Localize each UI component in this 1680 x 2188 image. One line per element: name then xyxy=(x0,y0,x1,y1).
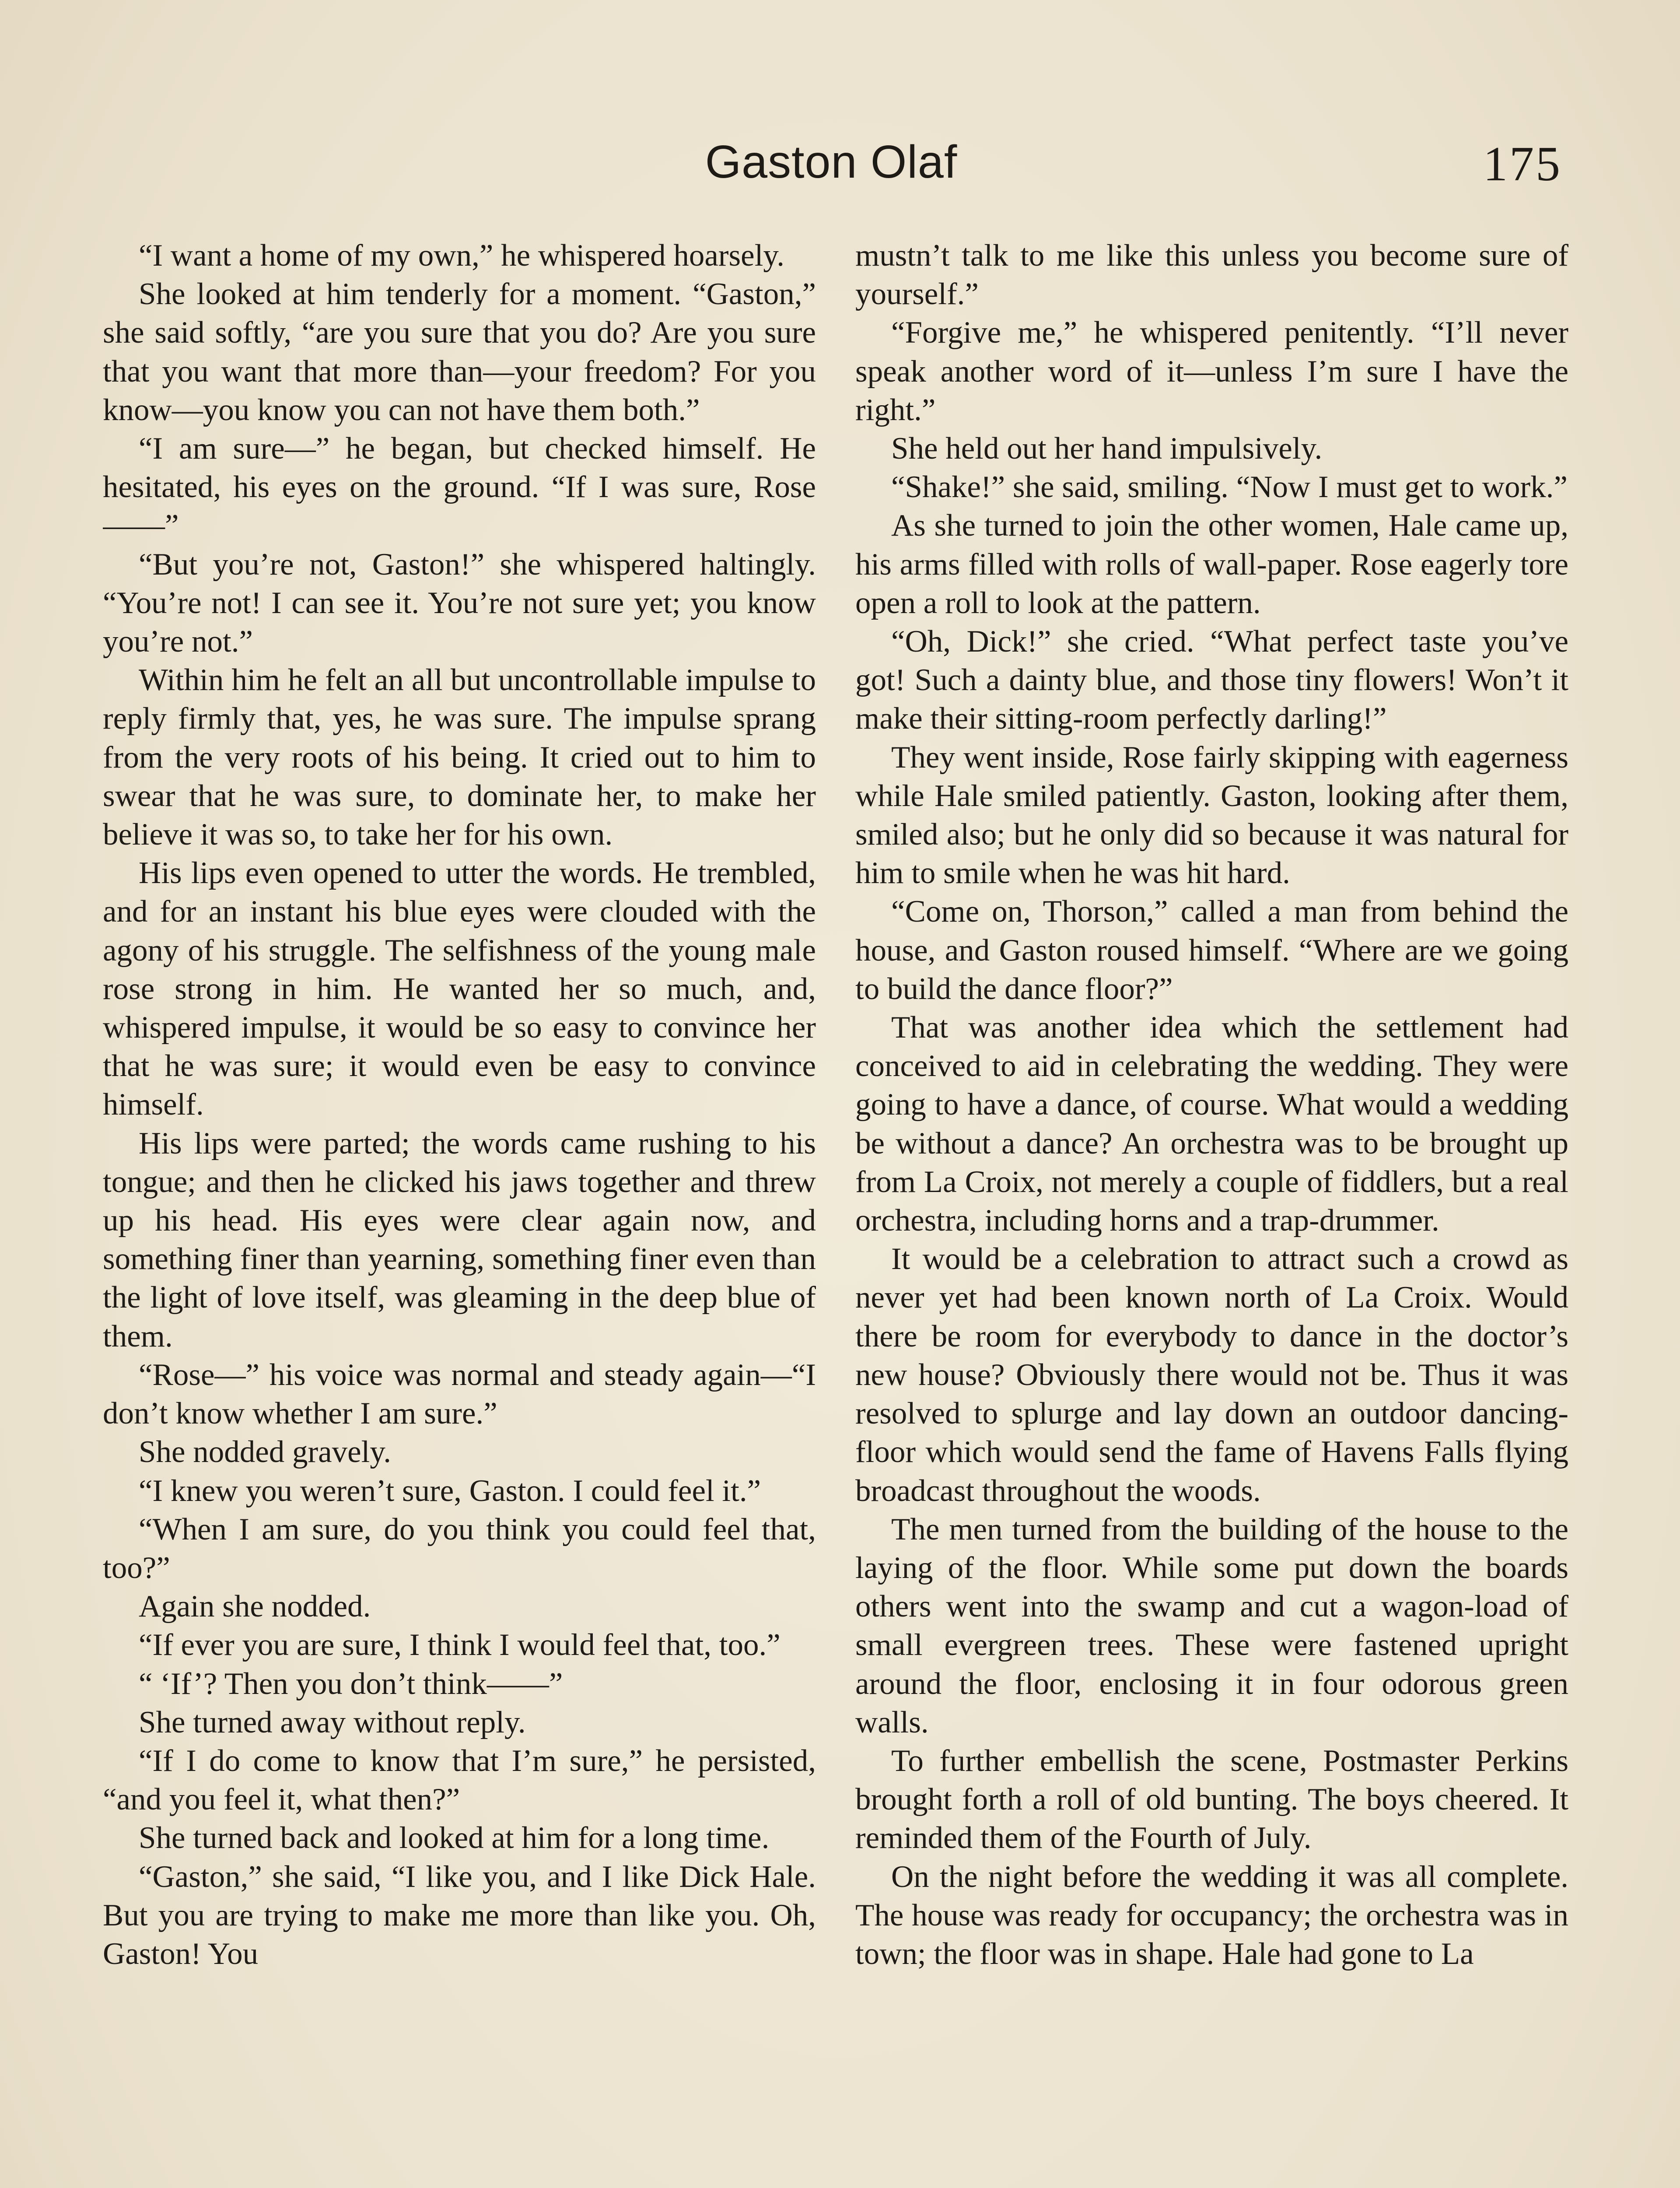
paragraph: She turned back and looked at him for a long time. xyxy=(139,1821,770,1855)
paragraph: “Rose—” his voice was normal and steady again—“I don’t know whether I am sure.” xyxy=(103,1357,816,1431)
paragraph: She held out her hand impulsively. xyxy=(891,431,1323,466)
paragraph: “Gaston,” she said, “I like you, and I like Dick Hale. But you are trying to make me more than like you. Oh, Gaston! You xyxy=(103,1859,816,1971)
paragraph: As she turned to join the other women, Hale came up, his arms filled with rolls of wall-paper. Rose eagerly tore open a roll to look at the pattern. xyxy=(855,508,1568,620)
left-column xyxy=(103,236,816,2188)
page-number: 175 xyxy=(1483,137,1562,191)
paragraph: On the night before the wedding it was all complete. The house was ready for occupancy; the orchestra was in town; the floor was in shape. Hale had gone to La xyxy=(855,1859,1568,1971)
paragraph: “Shake!” she said, smiling. “Now I must get to work.” xyxy=(891,470,1568,505)
paragraph: mustn’t talk to me like this unless you become sure of yourself.” xyxy=(855,238,1568,312)
paragraph: She turned away without reply. xyxy=(139,1705,526,1739)
paragraph: “Oh, Dick!” she cried. “What perfect taste you’ve got! Such a dainty blue, and those tiny flowers! Won’t it make their sitting-room perfectly darling!” xyxy=(855,624,1568,736)
right-column xyxy=(855,236,1568,2188)
paragraph: To further embellish the scene, Postmaster Perkins brought forth a roll of old bunting. The boys cheered. It reminded them of the Fourth of July. xyxy=(855,1743,1568,1855)
paragraph: “When I am sure, do you think you could feel that, too?” xyxy=(103,1512,816,1585)
paragraph: She nodded gravely. xyxy=(139,1435,392,1469)
paragraph: She looked at him tenderly for a moment. “Gaston,” she said softly, “are you sure that you do? Are you sure that you want that more than—your freedom? For you know—you know you can not have them both.” xyxy=(103,277,816,427)
paragraph: His lips even opened to utter the words. He trembled, and for an instant his blue eyes were clouded with the agony of his struggle. The selfishness of the young male rose strong in him. He wanted her so much, and, whispered impulse, it would be so easy to convince her that he was sure; it would even be easy to convince himself. xyxy=(103,856,816,1122)
running-title: Gaston Olaf xyxy=(705,136,958,188)
paragraph: It would be a celebration to attract such a crowd as never yet had been known north of La Croix. Would there be room for everybody to dance in the doctor’s new house? Obviously there would not be. Thus it was resolved to splurge and lay down an outdoor dancing-floor which would send the fame of Havens Falls flying broadcast throughout the woods. xyxy=(855,1242,1568,1508)
paragraph: “Come on, Thorson,” called a man from behind the house, and Gaston roused himself. “Where are we going to build the dance floor?” xyxy=(855,894,1568,1006)
paragraph: His lips were parted; the words came rushing to his tongue; and then he clicked his jaws together and threw up his head. His eyes were clear again now, and something finer than yearning, something finer even than the light of love itself, was gleaming in the deep blue of them. xyxy=(103,1126,816,1353)
paragraph: “But you’re not, Gaston!” she whispered haltingly. “You’re not! I can see it. You’re not sure yet; you know you’re not.” xyxy=(103,547,816,659)
paragraph: “I knew you weren’t sure, Gaston. I could feel it.” xyxy=(139,1473,761,1508)
text-columns xyxy=(103,236,1568,2188)
paragraph: “ ‘If’? Then you don’t think——” xyxy=(139,1666,563,1701)
paragraph: The men turned from the building of the house to the laying of the floor. While some put down the boards others went into the swamp and cut a wagon-load of small evergreen trees. These were fastened upright around the floor, enclosing it in four odorous green walls. xyxy=(855,1512,1568,1739)
paragraph: “If ever you are sure, I think I would feel that, too.” xyxy=(139,1628,780,1662)
paragraph: “I want a home of my own,” he whispered hoarsely. xyxy=(139,238,785,273)
paragraph: They went inside, Rose fairly skipping with eagerness while Hale smiled patiently. Gaston, looking after them, smiled also; but he only did so because it was natural for him to smile when he was hit hard. xyxy=(855,740,1568,891)
paragraph: That was another idea which the settlement had conceived to aid in celebrating the wedding. They were going to have a dance, of course. What would a wedding be without a dance? An orchestra was to be brought up from La Croix, not merely a couple of fiddlers, but a real orchestra, including horns and a trap-drummer. xyxy=(855,1010,1568,1238)
paragraph: “I am sure—” he began, but checked himself. He hesitated, his eyes on the ground. “If I was sure, Rose——” xyxy=(103,431,816,543)
paragraph: “Forgive me,” he whispered penitently. “I’ll never speak another word of it—unless I’m sure I have the right.” xyxy=(855,316,1568,427)
paragraph: Within him he felt an all but uncontrollable impulse to reply firmly that, yes, he was sure. The impulse sprang from the very roots of his being. It cried out to him to swear that he was sure, to dominate her, to make her believe it was so, to take her for his own. xyxy=(103,663,816,852)
paragraph: “If I do come to know that I’m sure,” he persisted, “and you feel it, what then?” xyxy=(103,1743,816,1817)
paragraph: Again she nodded. xyxy=(139,1589,371,1624)
page-header xyxy=(101,131,1562,210)
